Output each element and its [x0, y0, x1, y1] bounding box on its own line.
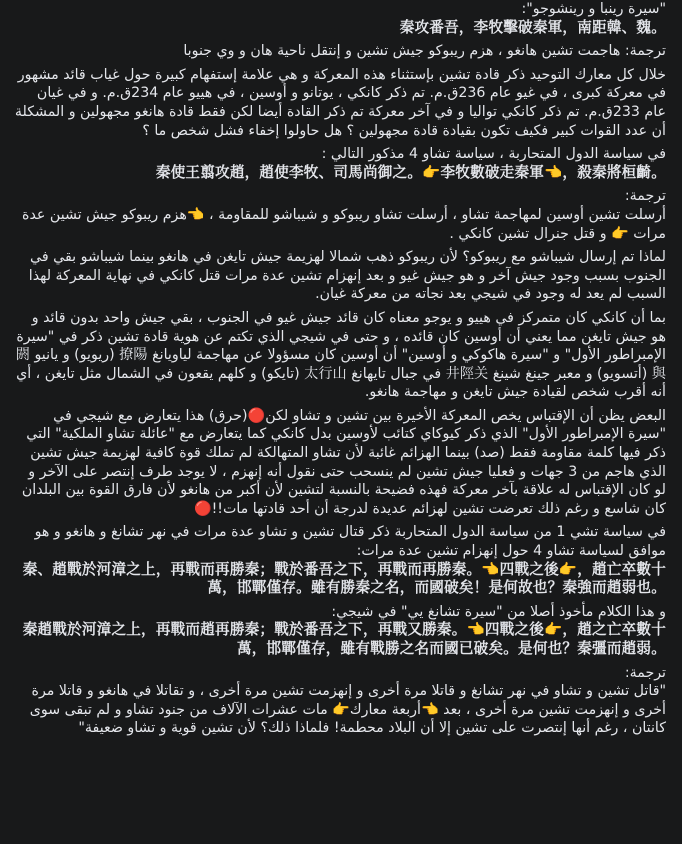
- post-paragraph: و هذا الكلام مأخوذ أصلا من "سيرة تشانغ يي" في شيجي:: [331, 603, 666, 620]
- post-paragraph: "قاتل تشين و تشاو في نهر تشانغ و قاتلا مرة أخرى و إنهزمت تشين مرة أخرى ، و تقاتلا في هانغو و قاتلا مرة أخرى و إنهزمت تشين مرة أخرى ، بعد 👈أربعة معارك👉 مات عشرات الآلاف من جنود تشاو و لم تبقى سوى كانتان ، رغم أنها إنتصرت على تشين إلا أن البلاد محطمة! فلماذا ذلك؟ لأن تشين قوية و تشاو ضعيفة": [25, 683, 666, 737]
- post-paragraph-chinese-quote: 秦攻番吾，李牧擊破秦軍，南距韓、魏。: [399, 18, 666, 36]
- post-paragraph: لماذا تم إرسال شيباشو مع ريبوكو؟ لأن ريبوكو ذهب شمالا لهزيمة جيش تايغن في هانغو بينما شيباشو بقي في الجنوب بسبب وجود جيش آخر و هو جيش غيو و بعد إنهزام تشين عدة مرات قتل كانكي في نهاية المعركة لهذا السبب لم يعد له وجود في شيجي بعد نجاته من معركة غيان.: [24, 249, 666, 303]
- post-paragraph-chinese-quote: 秦、趙戰於河漳之上，再戰而再勝秦；戰於番吾之下，再戰而再勝秦。👈四戰之後👉，趙亡卒數十萬，邯鄲僅存。雖有勝秦之名，而國破矣！是何故也？秦強而趙弱也。: [22, 560, 666, 597]
- post-paragraph: أرسلت تشين أوسين لمهاجمة تشاو ، أرسلت تشاو ريبوكو و شيباشو للمقاومة ، 👈هزم ريبوكو جيش تشين عدة مرات 👉 و قتل جنرال تشين كانكي .: [17, 206, 666, 242]
- post-paragraph: في سياسة تشي 1 من سياسة الدول المتحاربة ذكر قتال تشين و تشاو عدة مرات في نهر تشانغ و هانغو و هو موافق لسياسة تشاو 4 حول إنهزام تشين عدة مرات:: [30, 524, 666, 560]
- post-paragraph-translation-label: ترجمة:: [624, 188, 666, 205]
- post-paragraph-heading: "سيرة رينبا و رينشوجو":: [521, 1, 666, 17]
- post-paragraph: البعض يظن أن الإقتباس يخص المعركة الأخيرة بين تشين و تشاو لكن🔴(حرق) هذا يتعارض مع شيجي في "سيرة الإمبراطور الأول" الذي ذكر كيوكاي كتائب لأوسين بدل كانكي كما يتعارض مع "عائلة تشاو الملكية" التي ذكر فيها كلمة مقاومة فقط (صد) بينما الهزائم غائبة لأن تشاو المتهالكة لم تملك قوة كافية لهزيمة جيش تشين الذي هاجم من 3 جهات و فعليا جيش تشين لم ينسحب حتى نقول أنه إنهزم ، لا يوجد طرف إنتصر على الآخر و لو كان الإقتباس له علاقة بآخر معركة فهذه فضيحة بالنسبة لتشين لأن أكبر من هانغو لأن فارق القوة بين البلدان كان شاسع و رغم ذلك تعرضت تشين لهزائم عديدة لدرجة أن أحد قادتها مات!!🔴: [17, 407, 666, 517]
- post-paragraph: في سياسة الدول المتحاربة ، سياسة تشاو 4 مذكور التالي :: [321, 146, 666, 163]
- post-paragraph-translation: ترجمة: هاجمت تشين هانغو ، هزم ريبوكو جيش تشين و إنتقل ناحية هان و وي جنوبا: [183, 43, 666, 60]
- post-paragraph-chinese-quote: 秦使王翦攻趙，趙使李牧、司馬尚御之。👉李牧數破走秦軍👈，殺秦將桓齮。: [155, 163, 666, 181]
- post-paragraph: خلال كل معارك التوحيد ذكر قادة تشين بإستثناء هذه المعركة و هي علامة إستفهام كبيرة حول غياب قائد مشهور في معركة كبرى ، في غيو عام 236ق.م. تم ذكر كانكي ، يوتانو و أوسين ، في هييو عام 234ق.م. و في غيان عام 233ق.م. تم ذكر كانكي تواليا و في آخر معركة تم ذكر القادة أيضا لكن فقط قادة هانغو مجهولين و المشكلة أن عدد القوات كبير فكيف تكون بقيادة قادة مجهولين ؟ هل حاولوا إخفاء فشل شخص ما ؟: [10, 66, 666, 139]
- post-paragraph-chinese-quote: 秦趙戰於河漳之上，再戰而趙再勝秦；戰於番吾之下，再戰又勝秦。👈四戰之後👉，趙之亡卒數十萬，邯鄲僅存，雖有戰勝之名而國已破矣。是何也？秦彊而趙弱。: [22, 621, 666, 657]
- post-paragraph-translation-label: ترجمة:: [624, 664, 666, 681]
- post-paragraph: بما أن كانكي كان متمركز في هييو و يوجو معناه كان قائد جيش غيو في الجنوب ، بقي جيش واحد بدون قائد و هو جيش تايغن مما يعني أن أوسين كان قائده ، و حتى في شيجي الذي تكتم عن هوية قادة تشين ذكر في "سيرة الإمبراطور الأول" و "سيرة هاكوكي و أوسين" أن أوسين كان مسؤولا عن مهاجمة لياويانغ 撩陽 (ريويو) و يانيو 閼與 (أتسويو) و معبر جينغ شينغ 井陘关 في جبال تايهانغ 太行山 (تايكو) و كلهم يقعون في الشمال مثل تايغن ، أي أنه أقرب شخص لقيادة جيش تايغن و مهاجمة هانغو.: [11, 309, 666, 401]
